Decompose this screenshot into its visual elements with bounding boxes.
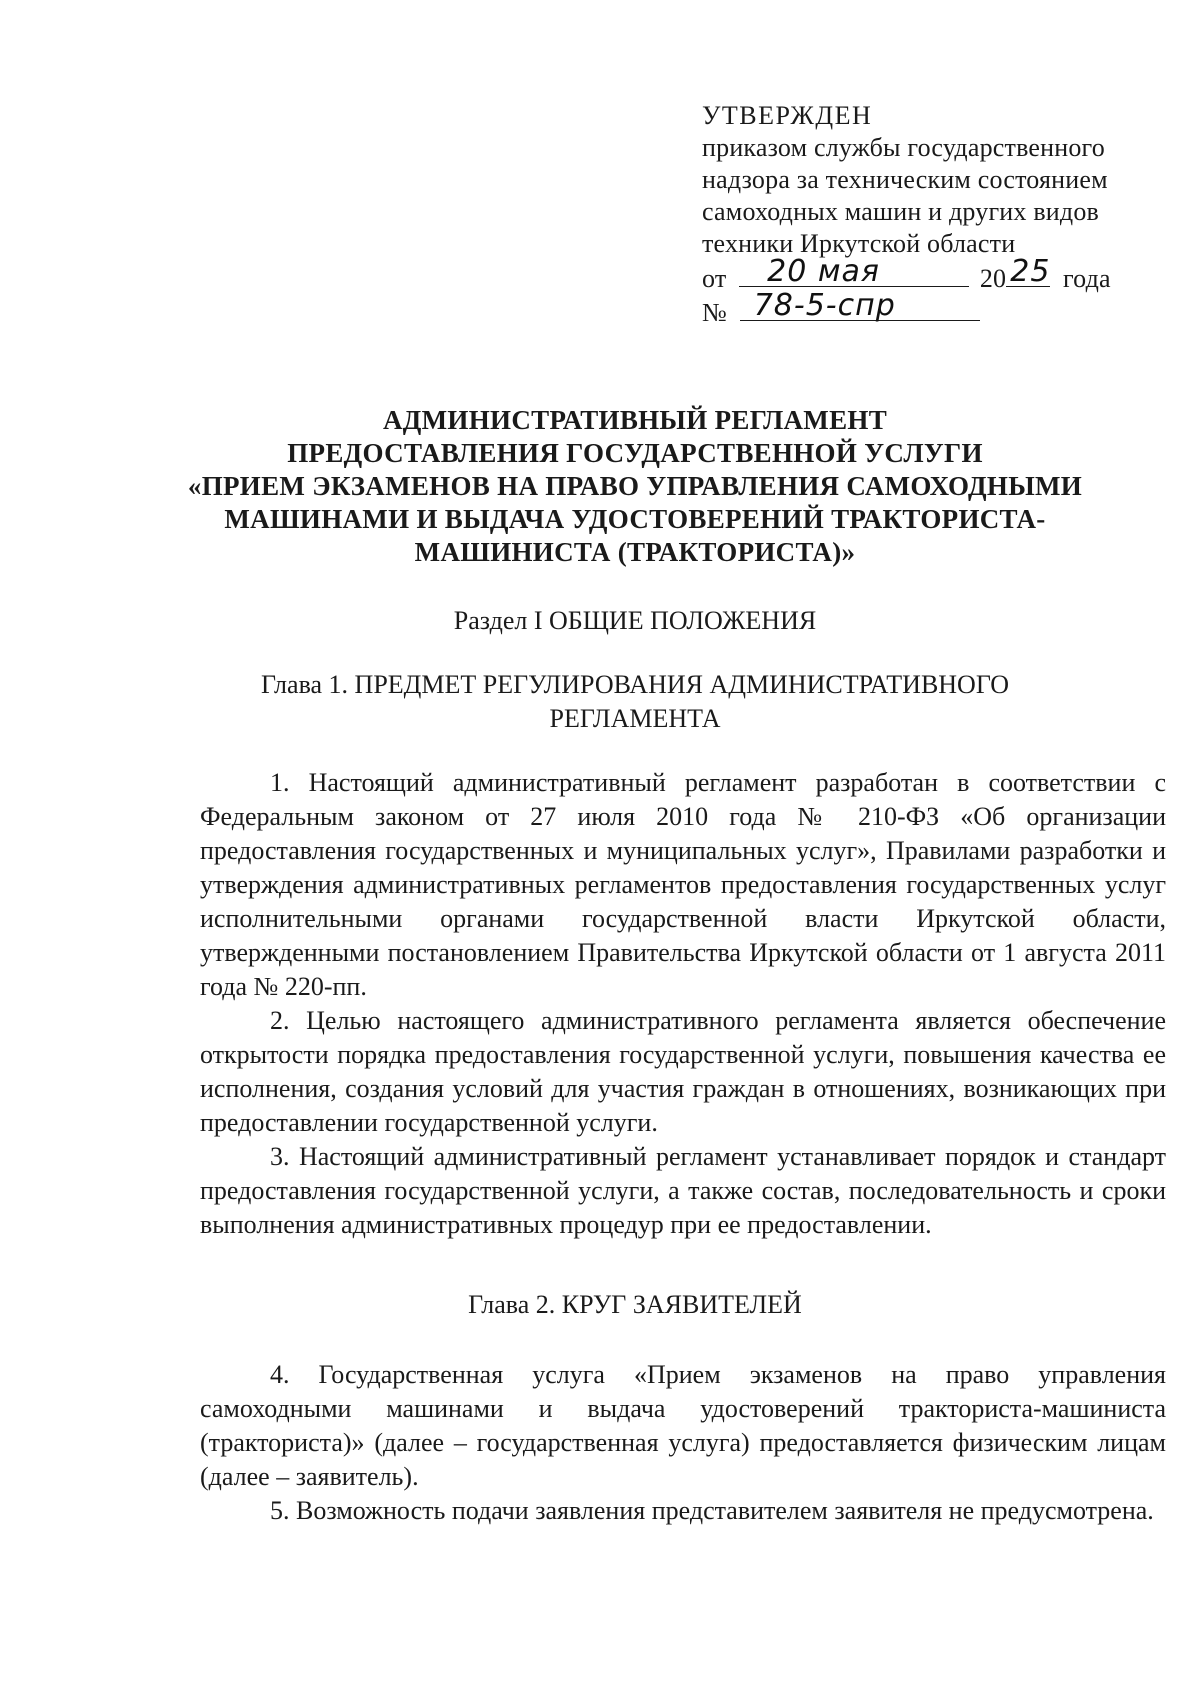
section-heading: Раздел I ОБЩИЕ ПОЛОЖЕНИЯ	[453, 606, 817, 635]
number-blank	[740, 288, 980, 323]
title-line: АДМИНИСТРАТИВНЫЙ РЕГЛАМЕНТ	[382, 405, 888, 435]
handwritten-year: 25	[1010, 254, 1051, 289]
approval-number-row	[702, 288, 1142, 328]
chapter-1-body	[200, 766, 1166, 1242]
approval-line: надзора за техническим состоянием	[702, 165, 1108, 194]
approval-heading: УТВЕРЖДЕН	[702, 101, 873, 130]
chapter-1-heading-line: РЕГЛАМЕНТА	[549, 704, 721, 733]
paragraph: 3. Настоящий административный регламент устанавливает порядок и стандарт предоставления государственной услуги, а также состав, последовательность и сроки выполнения административных процедур при ее предоставлении.	[200, 1142, 1166, 1239]
chapter-2-body	[200, 1358, 1166, 1528]
approval-line: приказом службы государственного	[702, 133, 1105, 162]
year-prefix: 20	[979, 264, 1007, 293]
year-word: года	[1062, 264, 1111, 293]
number-prefix: №	[702, 298, 728, 327]
chapter-1-heading	[90, 668, 1180, 736]
title-line: МАШИНАМИ И ВЫДАЧА УДОСТОВЕРЕНИЙ ТРАКТОРИСТА-	[224, 504, 1046, 534]
year-blank	[1006, 254, 1051, 289]
paragraph: 4. Государственная услуга «Прием экзаменов на право управления самоходными машинами и выдача удостоверений тракториста-машиниста (тракториста)» (далее – государственная услуга) предоставляется физическим лицам (далее – заявитель).	[200, 1360, 1166, 1491]
paragraph: 1. Настоящий административный регламент разработан в соответствии с Федеральным законом от 27 июля 2010 года № 210-ФЗ «Об организации предоставления государственных и муниципальных услуг», Правилами разработки и утверждения административных регламентов предоставления государственных услуг исполнительными органами государственной власти Иркутской области, утвержденными постановлением Правительства Иркутской области от 1 августа 2011 года № 220-пп.	[200, 768, 1166, 1001]
paragraph: 2. Целью настоящего административного регламента является обеспечение открытости порядка предоставления государственной услуги, повышения качества ее исполнения, создания условий для участия граждан в отношениях, возникающих при предоставлении государственной услуги.	[200, 1006, 1166, 1137]
handwritten-number: 78-5-спр	[753, 288, 896, 323]
chapter-2-heading: Глава 2. КРУГ ЗАЯВИТЕЛЕЙ	[468, 1290, 802, 1319]
chapter-1-heading-line: Глава 1. ПРЕДМЕТ РЕГУЛИРОВАНИЯ АДМИНИСТРАТИВНОГО	[260, 670, 1009, 699]
date-blank	[739, 254, 969, 289]
title-line: «ПРИЕМ ЭКЗАМЕНОВ НА ПРАВО УПРАВЛЕНИЯ САМОХОДНЫМИ	[187, 471, 1083, 501]
handwritten-date: 20 мая	[767, 254, 880, 289]
document-title	[90, 404, 1180, 569]
approval-line: техники Иркутской области	[702, 229, 1016, 258]
title-line: ПРЕДОСТАВЛЕНИЯ ГОСУДАРСТВЕННОЙ УСЛУГИ	[287, 438, 983, 468]
approval-line: самоходных машин и других видов	[702, 197, 1100, 226]
title-line: МАШИНИСТА (ТРАКТОРИСТА)»	[414, 537, 856, 567]
paragraph: 5. Возможность подачи заявления представителем заявителя не предусмотрена.	[270, 1496, 1154, 1525]
date-prefix: от	[702, 264, 727, 293]
approval-block	[702, 100, 1142, 328]
